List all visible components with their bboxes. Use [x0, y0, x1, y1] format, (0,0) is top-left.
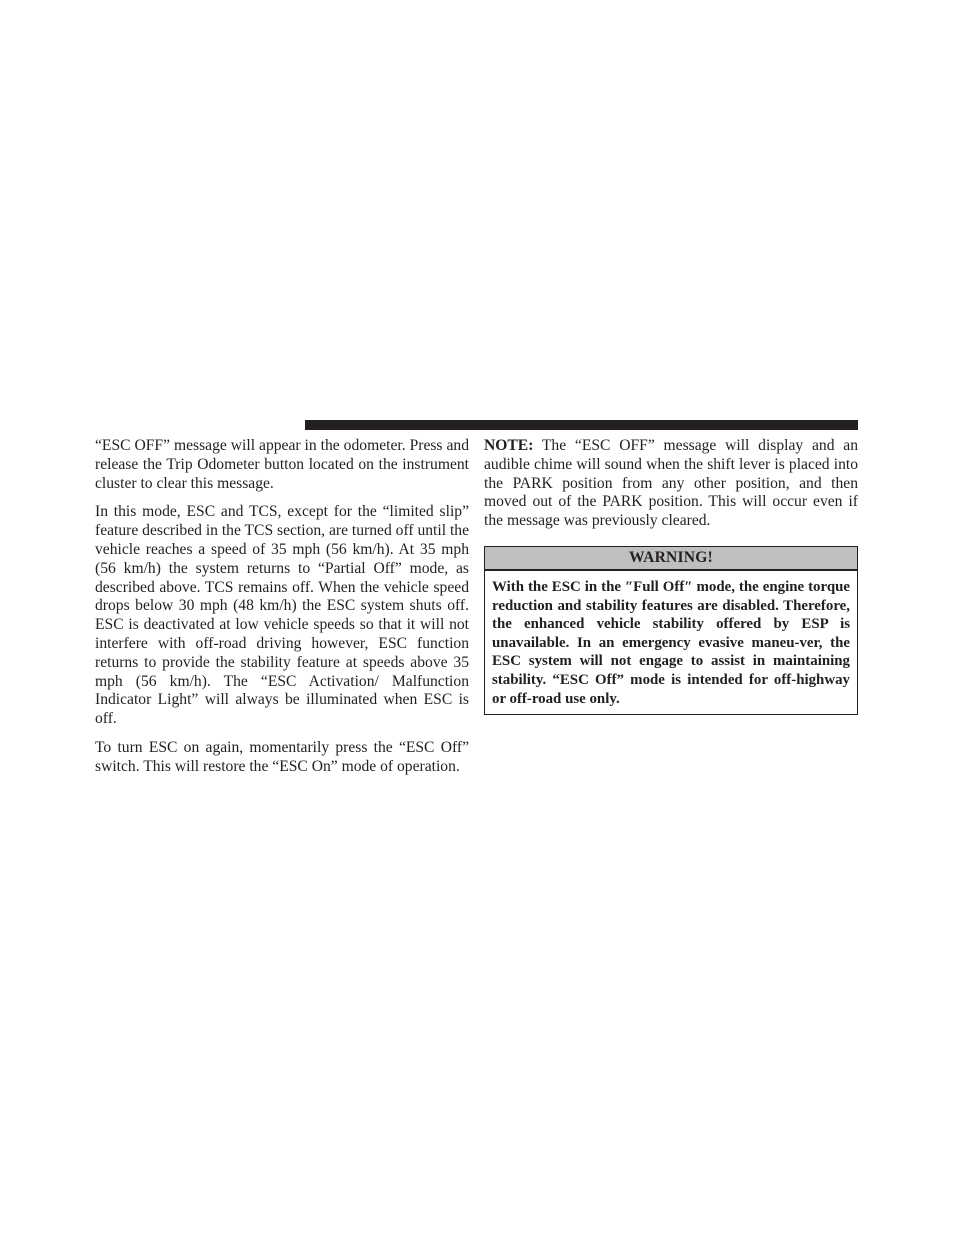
warning-box	[484, 546, 858, 715]
paragraph-esc-off-message: “ESC OFF” message will appear in the odometer. Press and release the Trip Odometer button located on the instrument cluster to clear this message.	[95, 437, 469, 492]
paragraph-full-off-mode: In this mode, ESC and TCS, except for the “limited slip” feature described in the TCS section, are turned off until the vehicle reaches a speed of 35 mph (56 km/h). At 35 mph (56 km/h) the system returns to “Partial Off” mode, as described above. TCS remains off. When the vehicle speed drops below 30 mph (48 km/h) the ESC system shuts off. ESC is deactivated at low vehicle speeds so that it will not interfere with off-road driving however, ESC function returns to provide the stability feature at speeds above 35 mph (56 km/h). The “ESC Activation/ Malfunction Indicator Light” will always be illuminated when ESC is off.	[95, 503, 469, 728]
warning-text: With the ESC in the ″Full Off″ mode, the engine torque reduction and stability features are disabled. Therefore, the enhanced vehicle stability offered by ESP is unavailable. In an emergency evasive maneu-ver, the ESC system will not engage to assist in maintaining stability. “ESC Off” mode is intended for off-highway or off-road use only.	[492, 578, 850, 707]
section-header-bar	[305, 420, 858, 430]
note-text: The “ESC OFF” message will display and an audible chime will sound when the shift lever is placed into the PARK position from any other position, and then moved out of the PARK position. This will occur even if the message was previously cleared.	[484, 437, 858, 530]
note-paragraph	[484, 437, 858, 531]
paragraph-turn-esc-on: To turn ESC on again, momentarily press the “ESC Off” switch. This will restore the “ESC On” mode of operation.	[95, 738, 469, 775]
warning-title: WARNING!	[485, 547, 857, 571]
note-label: NOTE:	[484, 437, 534, 454]
right-column	[484, 437, 858, 715]
left-column	[95, 437, 469, 787]
